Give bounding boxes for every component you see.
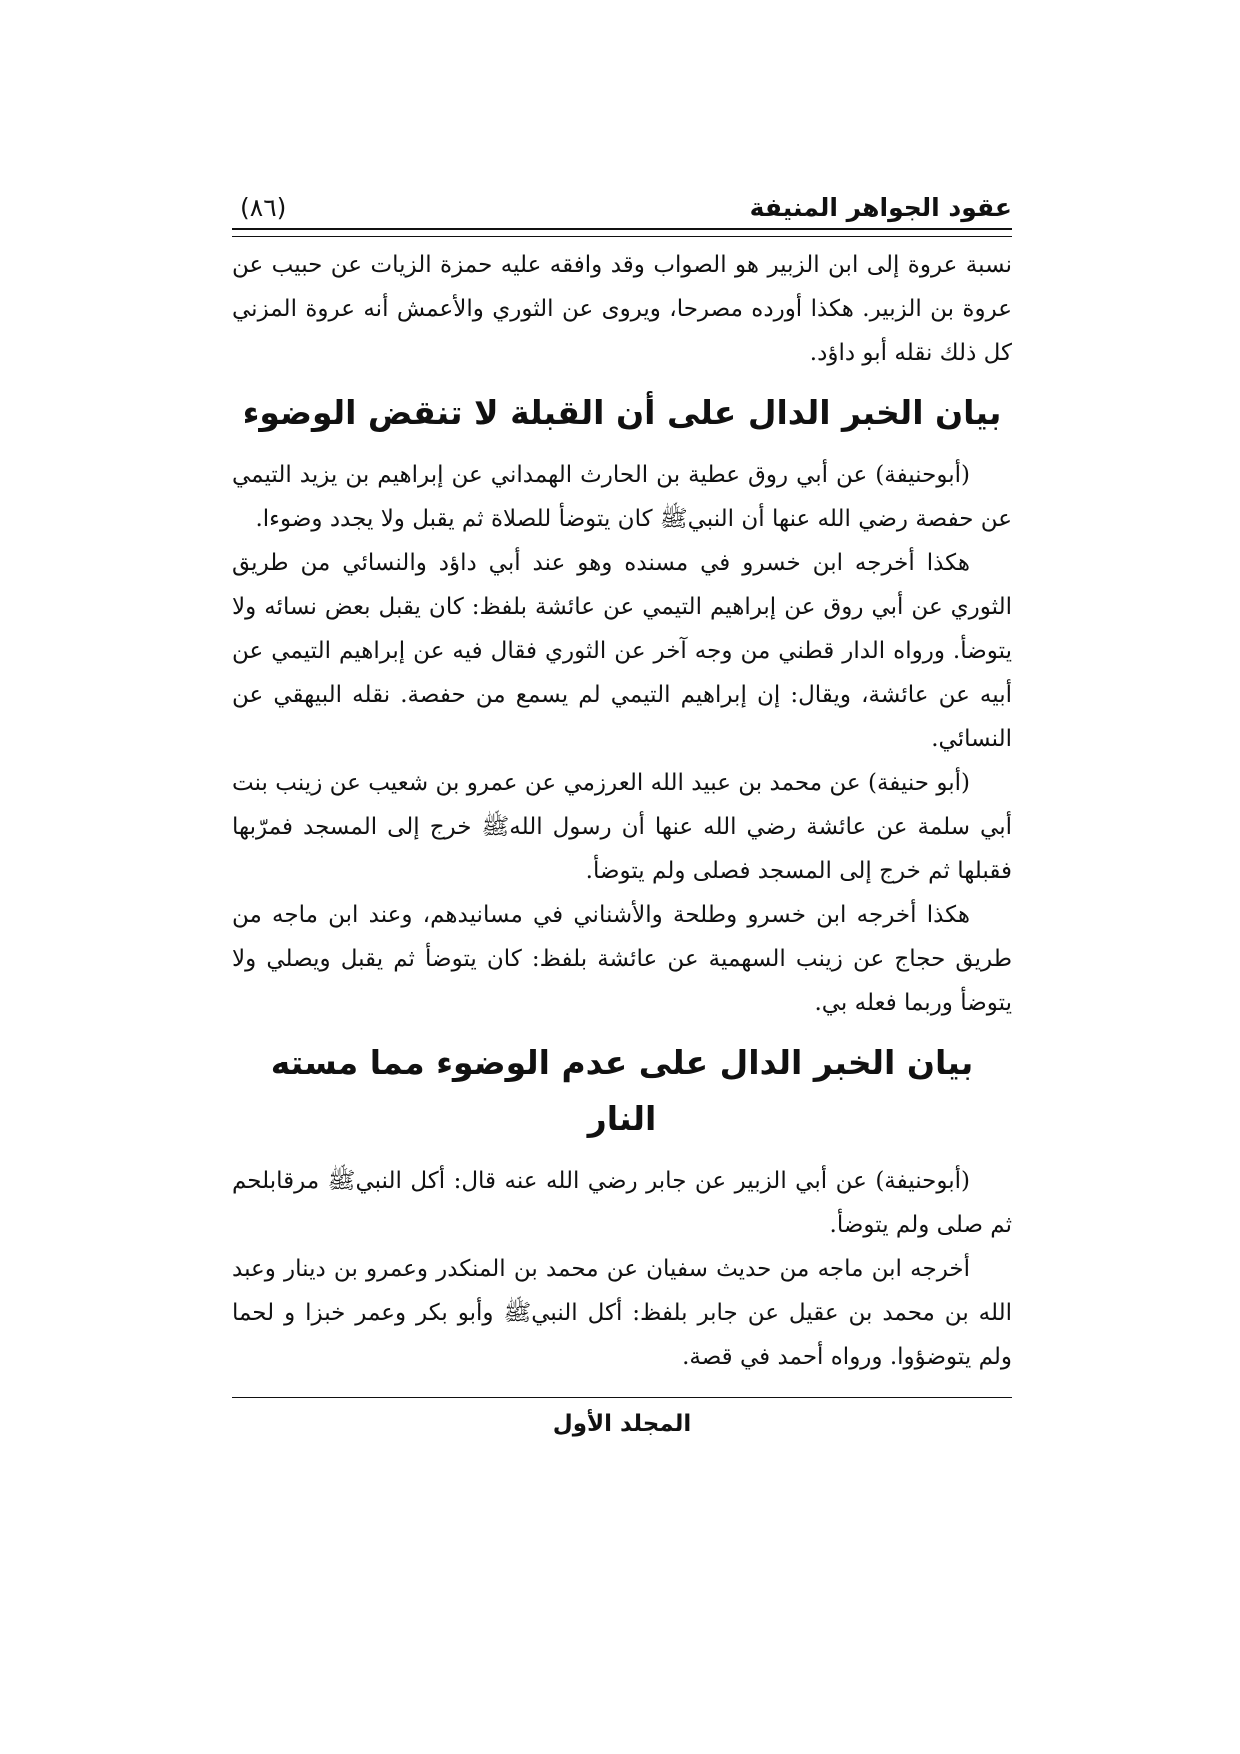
paragraph: أخرجه ابن ماجه من حديث سفيان عن محمد بن المنكدر وعمرو بن دينار وعبد الله بن محمد بن عقيل عن جابر بلفظ: أكل النبيﷺ وأبو بكر وعمر خبزا و لحما ولم يتوضؤوا. ورواه أحمد في قصة. <box>232 1256 1012 1370</box>
book-title: عقود الجواهر المنيفة <box>749 193 1012 222</box>
page-header <box>232 190 1012 228</box>
paragraph: (أبو حنيفة) عن محمد بن عبيد الله العرزمي عن عمرو بن شعيب عن زينب بنت أبي سلمة عن عائشة رضي الله عنها أن رسول اللهﷺ خرج إلى المسجد فمرّبها فقبلها ثم خرج إلى المسجد فصلى ولم يتوضأ. <box>232 770 1012 884</box>
book-page <box>232 190 1012 1442</box>
paragraph: هكذا أخرجه ابن خسرو في مسنده وهو عند أبي داؤد والنسائي من طريق الثوري عن أبي روق عن إبراهيم التيمي عن عائشة بلفظ: كان يقبل بعض نسائه ولا يتوضأ. ورواه الدار قطني من وجه آخر عن الثوري فقال فيه عن إبراهيم التيمي عن أبيه عن عائشة، ويقال: إن إبراهيم التيمي لم يسمع من حفصة. نقله البيهقي عن النسائي. <box>232 550 1012 752</box>
volume-label: المجلد الأول <box>552 1411 692 1437</box>
page-content <box>232 237 1012 1379</box>
section-kiss-wudu <box>232 385 1012 1025</box>
intro-paragraph: نسبة عروة إلى ابن الزبير هو الصواب وقد وافقه عليه حمزة الزيات عن حبيب عن عروة بن الزبير. هكذا أورده مصرحا، ويروى عن الثوري والأعمش أنه عروة المزني كل ذلك نقله أبو داؤد. <box>232 252 1012 366</box>
section-heading: بيان الخبر الدال على عدم الوضوء مما مسته النار <box>270 1043 974 1138</box>
section-fire-cooked-food <box>232 1035 1012 1379</box>
paragraph: هكذا أخرجه ابن خسرو وطلحة والأشناني في مسانيدهم، وعند ابن ماجه من طريق حجاج عن زينب السهمية عن عائشة بلفظ: كان يتوضأ ثم يقبل ويصلي ولا يتوضأ وربما فعله بي. <box>232 902 1012 1016</box>
page-number: (٨٦) <box>240 193 287 222</box>
paragraph: (أبوحنيفة) عن أبي روق عطية بن الحارث الهمداني عن إبراهيم بن يزيد التيمي عن حفصة رضي الله عنها أن النبيﷺ كان يتوضأ للصلاة ثم يقبل ولا يجدد وضوءا. <box>232 462 1012 532</box>
section-heading: بيان الخبر الدال على أن القبلة لا تنقض الوضوء <box>242 393 1002 432</box>
header-rule <box>232 228 1012 237</box>
paragraph: (أبوحنيفة) عن أبي الزبير عن جابر رضي الله عنه قال: أكل النبيﷺ مرقابلحم ثم صلى ولم يتوضأ. <box>232 1168 1012 1238</box>
footer-rule <box>232 1397 1012 1398</box>
